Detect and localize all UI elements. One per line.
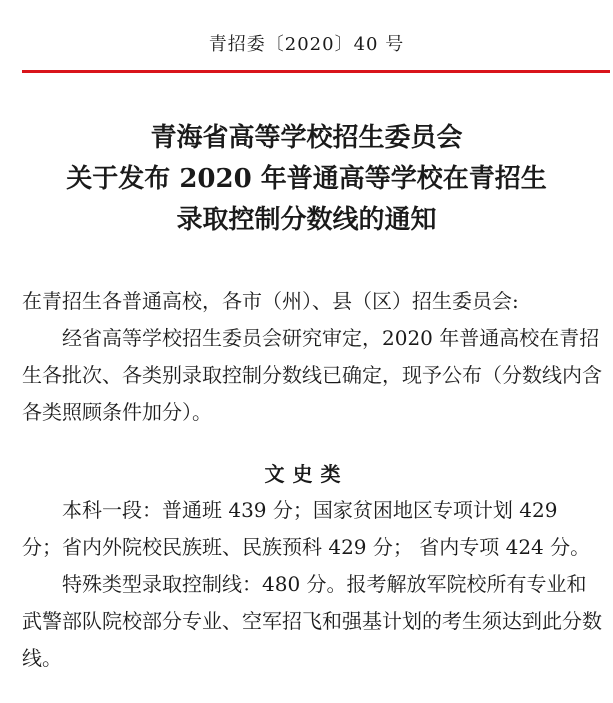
red-divider-line <box>22 70 610 73</box>
title-line-1: 青海省高等学校招生委员会 <box>150 123 463 153</box>
intro-paragraph: 经省高等学校招生委员会研究审定，2020 年普通高校在青招生各批次、各类别录取控制分数线已确定，现予公布（分数线内含各类照顾条件加分）。 <box>22 326 602 424</box>
section-paragraph-1: 本科一段：普通班 439 分；国家贫困地区专项计划 429 分；省内外院校民族班、民族预科 429 分； 省内专项 424 分。 <box>22 498 591 559</box>
title-line-2: 关于发布 2020 年普通高等学校在青招生 <box>66 164 547 194</box>
salutation: 在青招生各普通高校，各市（州）、县（区）招生委员会: <box>22 289 519 313</box>
title-line-3: 录取控制分数线的通知 <box>176 205 437 235</box>
section-paragraph-2: 特殊类型录取控制线：480 分。报考解放军院校所有专业和武警部队院校部分专业、空军招飞和强基计划的考生须达到此分数线。 <box>22 572 602 670</box>
document-number: 青招委〔2020〕40 号 <box>208 34 405 55</box>
section-heading: 文史类 <box>264 462 349 486</box>
document-title <box>0 118 613 241</box>
